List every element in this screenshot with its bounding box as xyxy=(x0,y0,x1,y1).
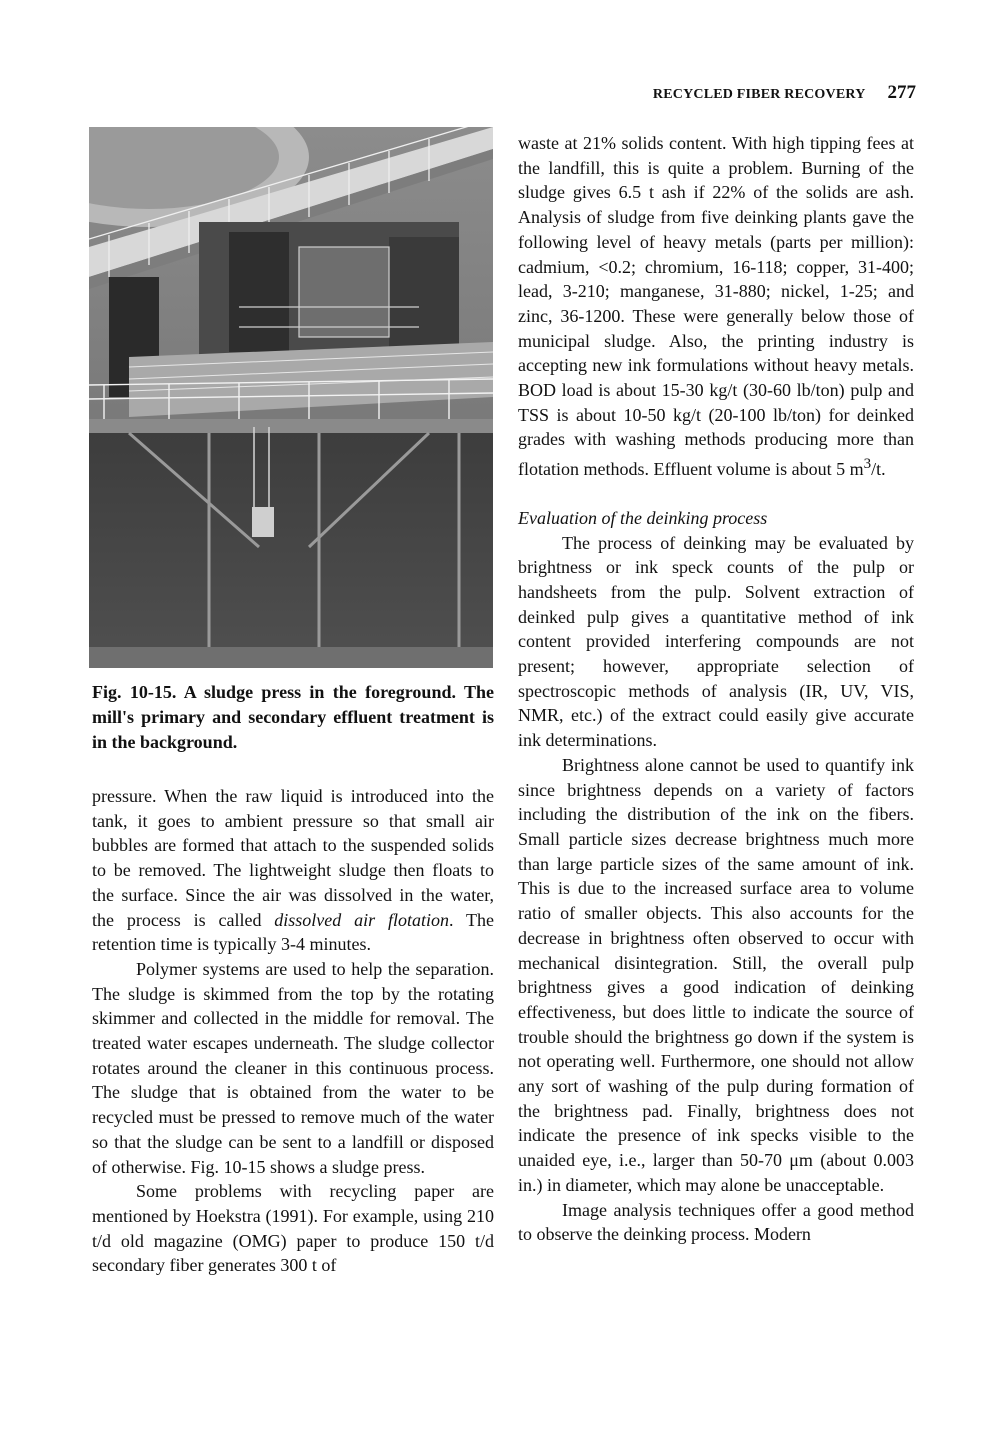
emphasis: dissolved air flotation xyxy=(274,909,449,930)
superscript: 3 xyxy=(863,456,872,473)
figure-caption: Fig. 10-15. A sludge press in the foreground. The mill's primary and secondary effluent treatment is in the background. xyxy=(92,682,494,752)
paragraph: waste at 21% solids content. With high tipping fees at the landfill, this is quite a problem. Burning of the sludge gives 6.5 t ash if 22% of the solids are ash. Analysis of sludge from five deinking plants gave the following level of heavy metals (parts per million): cadmium, <0.2; chromium, 16-118; copper, 31-400; lead, 3-210; manganese, 31-880; nickel, 1-25; and zinc, 36-1200. These were generally below those of municipal sludge. Also, the printing industry is accepting new ink formulations without heavy metals. BOD load is about 15-30 kg/t (30-60 lb/ton) pulp and TSS is about 10-50 kg/t (20-100 lb/ton) for deinked grades with washing methods producing more than flotation methods. Effluent volume is about 5 $m^3/t$. xyxy=(518,133,914,480)
page-header xyxy=(653,82,916,104)
sludge-press-photo xyxy=(89,127,493,668)
page-number: 277 xyxy=(887,82,916,103)
section-heading: Evaluation of the deinking process xyxy=(518,507,768,528)
running-head: RECYCLED FIBER RECOVERY xyxy=(652,87,866,102)
paragraph: The process of deinking may be evaluated by brightness or ink speck counts of the pulp or handsheets from the pulp. Solvent extraction of deinked pulp gives a quantitative method of ink content provided interfering compounds are not present; however, appropriate selection of spectroscopic methods of analysis (IR, UV, VIS, NMR, etc.) of the extract could easily give accurate ink determinations. xyxy=(518,532,914,751)
paragraph: Polymer systems are used to help the separation. The sludge is skimmed from the top by the rotating skimmer and collected in the middle for removal. The treated water escapes underneath. The sludge collector rotates around the cleaner in this continuous process. The sludge that is obtained from the water to be recycled must be pressed to remove much of the water so that the sludge can be sent to a landfill or disposed of otherwise. Fig. 10-15 shows a sludge press. xyxy=(92,958,494,1177)
paragraph: Brightness alone cannot be used to quantify ink since brightness depends on a variety of factors including the distribution of the ink on the fibers. Small particle sizes decrease brightness much more than large particle sizes of the same amount of ink. This is due to the increased surface area to volume ratio of smaller objects. This also accounts for the decrease in brightness often observed to occur with mechanical disintegration. Still, the overall pulp brightness gives a good indication of deinking effectiveness, but does little to indicate the source of trouble should the brightness go down if the system is not operating well. Furthermore, one should not allow any sort of washing of the pulp during formation of the brightness pad. Finally, brightness does not indicate the presence of ink specks visible to the unaided eye, i.e., larger than 50-70 μm (about 0.003 in.) in diameter, which may alone be unacceptable. xyxy=(518,754,914,1195)
left-column xyxy=(92,784,494,1278)
right-column xyxy=(518,131,914,1247)
paragraph: pressure. When the raw liquid is introduced into the tank, it goes to ambient pressure so that small air bubbles are formed that attach to the suspended solids to be removed. The lightweight sludge then floats to the surface. Since the air was dissolved in the water, the process is called dissolved air flotation. The retention time is typically 3-4 minutes. xyxy=(92,786,494,955)
paragraph: Some problems with recycling paper are mentioned by Hoekstra (1991). For example, using 210 t/d old magazine (OMG) paper to produce 150 t/d secondary fiber generates 300 t of xyxy=(92,1181,494,1276)
paragraph: Image analysis techniques offer a good method to observe the deinking process. Modern xyxy=(518,1199,914,1245)
